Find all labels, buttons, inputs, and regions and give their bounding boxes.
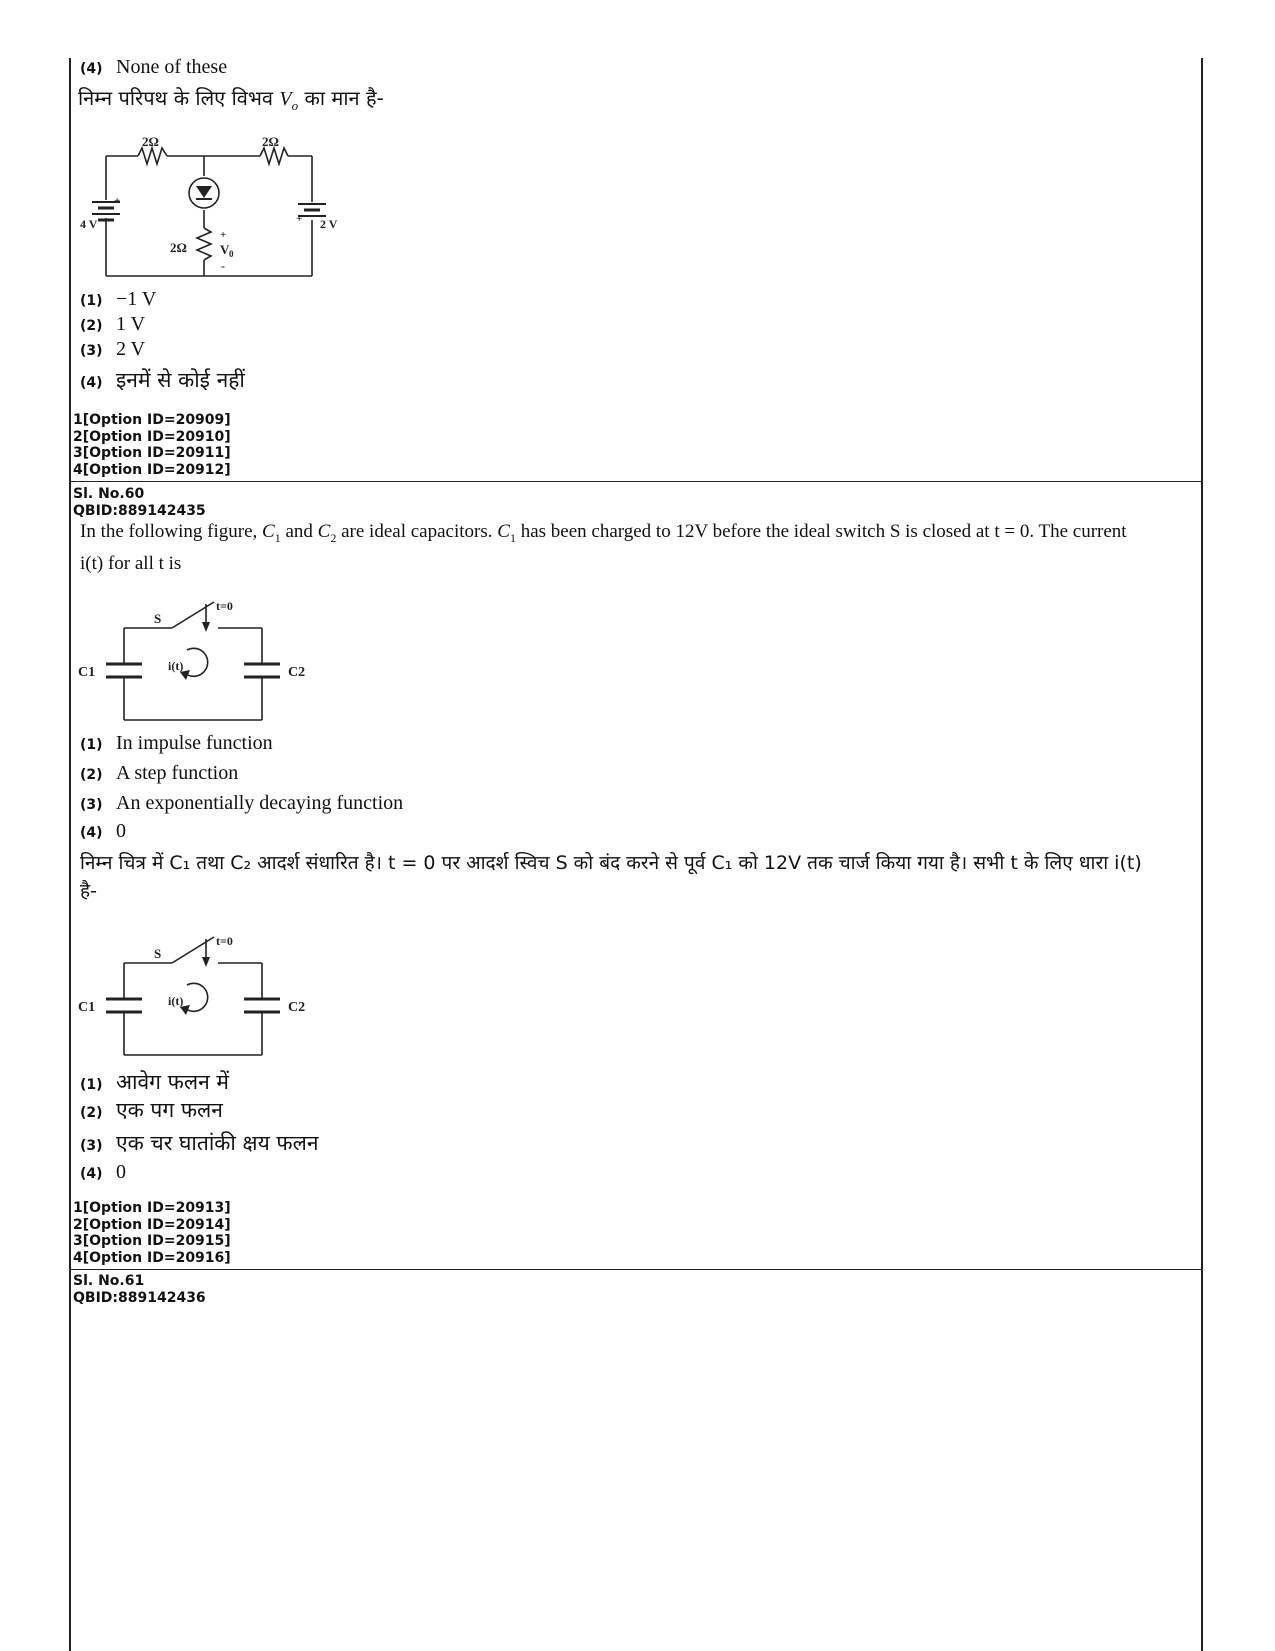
source-label-left: 4 V <box>80 217 98 231</box>
option-number: (2) <box>80 767 103 783</box>
plus-sign: + <box>114 195 121 207</box>
q-text-line: i(t) for all t is <box>80 552 182 574</box>
q60-option-4-en <box>80 820 126 843</box>
q-var: C <box>262 521 275 542</box>
vo-circuit-diagram <box>78 132 348 282</box>
option-number: (1) <box>80 293 103 309</box>
option-number: (1) <box>80 1077 103 1093</box>
time-label: t=0 <box>216 934 233 948</box>
q60-option-ids <box>73 1200 231 1266</box>
option-id: 4[Option ID=20916] <box>73 1249 231 1266</box>
q-var: V <box>279 88 292 110</box>
option-text: An exponentially decaying function <box>116 792 404 814</box>
option-number: (4) <box>80 1166 103 1182</box>
serial-number: Sl. No.60 <box>73 486 145 502</box>
option-text: 0 <box>116 1161 126 1183</box>
capacitor-switch-circuit <box>74 592 324 727</box>
q-var-sub: 1 <box>509 530 516 545</box>
option-text: एक चर घातांकी क्षय फलन <box>116 1131 319 1155</box>
option-id: 1[Option ID=20909] <box>73 412 231 428</box>
option-number: (3) <box>80 1138 103 1154</box>
q60-text-hindi <box>80 846 1190 908</box>
resistor-label: 2Ω <box>170 240 187 255</box>
q-text-part: and <box>280 521 318 542</box>
q-var-sub: 1 <box>274 530 281 545</box>
option-number: (3) <box>80 797 103 813</box>
option-id: 2[Option ID=20910] <box>73 428 231 445</box>
option-id: 3[Option ID=20915] <box>73 1233 231 1249</box>
q-text-line: है- <box>80 880 97 902</box>
switch-label: S <box>154 946 162 961</box>
option-text: इनमें से कोई नहीं <box>116 368 245 392</box>
q60-text-english <box>80 519 1180 577</box>
current-label: i(t) <box>168 994 184 1008</box>
option-text: 0 <box>116 820 126 842</box>
divider <box>69 481 1201 482</box>
option-text: In impulse function <box>116 732 273 754</box>
q-text-part: are ideal capacitors. <box>336 521 498 542</box>
q60-option-3-en <box>80 792 403 815</box>
option-text: −1 V <box>116 288 157 310</box>
plus-sign: + <box>296 213 303 225</box>
q61-header <box>73 1273 206 1306</box>
q60-option-1-en <box>80 732 273 755</box>
capacitor-switch-circuit-hindi <box>74 927 324 1062</box>
vo-sub: 0 <box>229 249 234 259</box>
resistor-label: 2Ω <box>142 134 159 149</box>
switch-label: S <box>154 611 162 626</box>
divider <box>69 1269 1201 1270</box>
q60-option-3-hi <box>80 1129 319 1157</box>
option-text: A step function <box>116 762 239 784</box>
vo-label: V <box>220 242 230 257</box>
prev-option-4-en <box>80 56 227 79</box>
option-number: (2) <box>80 318 103 334</box>
q-var-sub: o <box>291 98 299 113</box>
q60-option-2-en <box>80 762 238 785</box>
q60-option-4-hi <box>80 1161 126 1184</box>
option-id: 2[Option ID=20914] <box>73 1216 231 1233</box>
q-var: C <box>497 521 510 542</box>
option-number: (3) <box>80 343 103 359</box>
vo-minus: - <box>221 259 225 273</box>
option-number: (4) <box>80 825 103 841</box>
option-id: 4[Option ID=20912] <box>73 461 231 478</box>
option-text: 1 V <box>116 313 146 335</box>
option-number: (1) <box>80 737 103 753</box>
prev-option-1 <box>80 288 156 311</box>
prev-option-ids <box>73 412 231 478</box>
prev-option-2 <box>80 313 145 336</box>
q-var-sub: 2 <box>330 530 337 545</box>
source-label-right: 2 V <box>320 217 338 231</box>
option-text: None of these <box>116 56 228 78</box>
q60-option-1-hi <box>80 1068 229 1096</box>
current-label: i(t) <box>168 659 184 673</box>
q-text-part: In the following figure, <box>80 521 263 542</box>
option-text: आवेग फलन में <box>116 1070 229 1094</box>
option-number: (4) <box>80 375 103 391</box>
resistor-label: 2Ω <box>262 134 279 149</box>
q60-header <box>73 486 206 519</box>
q-text-part: निम्न परिपथ के लिए विभव <box>78 86 280 110</box>
option-number: (4) <box>80 61 103 77</box>
q-var: C <box>317 521 331 542</box>
c2-label: C2 <box>288 665 306 680</box>
q-text-line: निम्न चित्र में C₁ तथा C₂ आदर्श संधारित है। t = 0 पर आदर्श स्विच S को बंद करने से पूर्व C₁ को 12V तक चार्ज किया गया है। सभी t के लिए धारा i(t) <box>80 852 1142 874</box>
time-label: t=0 <box>216 599 233 613</box>
c1-label: C1 <box>78 1000 96 1015</box>
option-id: 1[Option ID=20913] <box>73 1200 231 1216</box>
qbid: QBID:889142436 <box>73 1289 206 1306</box>
qbid: QBID:889142435 <box>73 502 206 519</box>
c1-label: C1 <box>78 665 96 680</box>
option-text: एक पग फलन <box>116 1098 223 1122</box>
prev-option-4 <box>80 366 245 394</box>
q-text-part: का मान है- <box>298 86 384 110</box>
prev-question-hindi <box>78 84 384 114</box>
q60-option-2-hi <box>80 1096 223 1124</box>
prev-option-3 <box>80 338 145 361</box>
serial-number: Sl. No.61 <box>73 1273 145 1289</box>
option-number: (2) <box>80 1105 103 1121</box>
q-text-part: has been charged to 12V before the ideal switch S is closed at t = 0. The current <box>515 521 1127 542</box>
option-text: 2 V <box>116 338 146 360</box>
vo-plus: + <box>220 229 227 241</box>
c2-label: C2 <box>288 1000 306 1015</box>
option-id: 3[Option ID=20911] <box>73 445 231 461</box>
